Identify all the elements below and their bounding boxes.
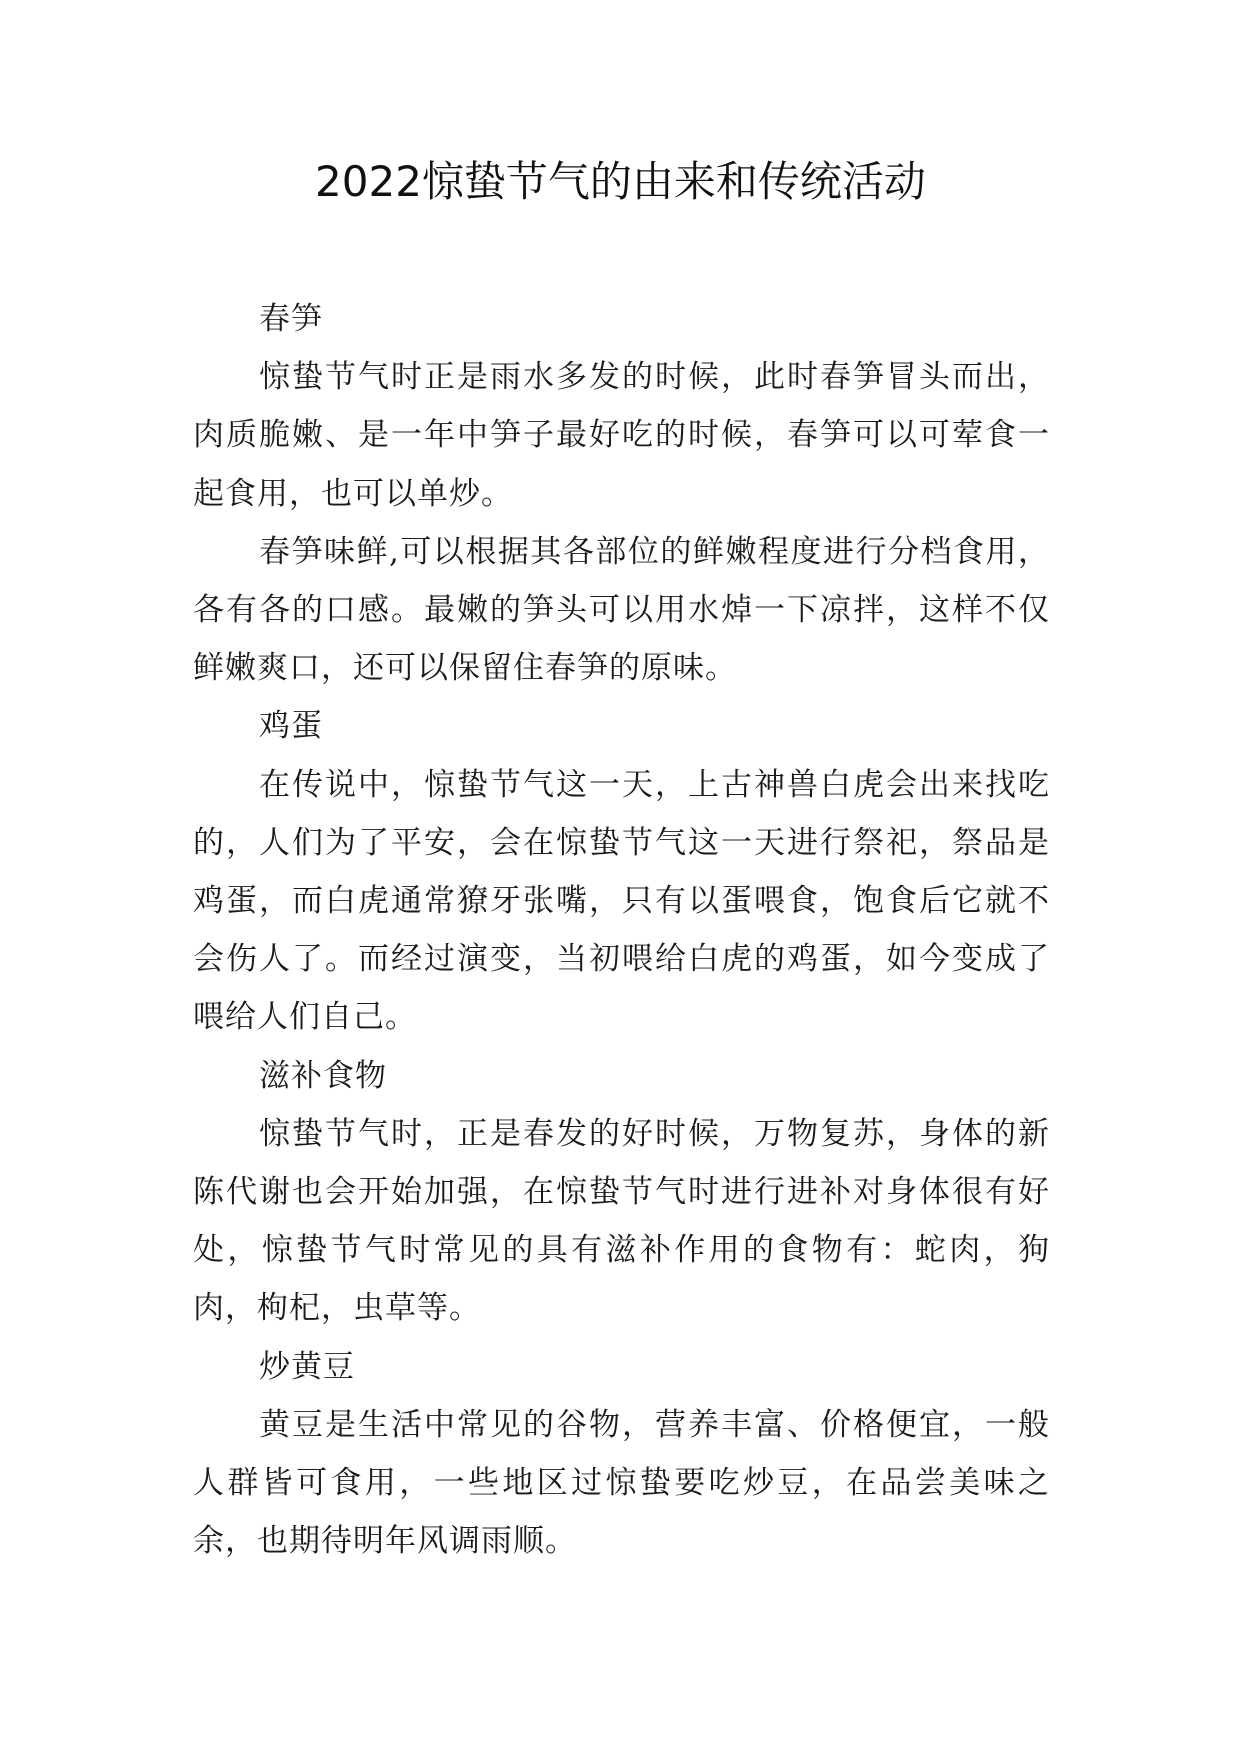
body-paragraph: 黄豆是生活中常见的谷物，营养丰富、价格便宜，一般人群皆可食用，一些地区过惊蛰要吃炒豆，在品尝美味之余，也期待明年风调雨顺。 [193, 1406, 1050, 1560]
section-heading-eggs: 鸡蛋 [259, 708, 323, 745]
document-title: 2022惊蛰节气的由来和传统活动 [315, 157, 926, 206]
document-body [193, 290, 1050, 1570]
section-heading-fried-soybeans: 炒黄豆 [259, 1348, 355, 1385]
body-paragraph: 春笋味鲜,可以根据其各部位的鲜嫩程度进行分档食用，各有各的口感。最嫩的笋头可以用水焯一下凉拌，这样不仅鲜嫩爽口，还可以保留住春笋的原味。 [193, 533, 1050, 687]
section-heading-spring-bamboo-shoots: 春笋 [259, 301, 323, 337]
body-paragraph: 在传说中，惊蛰节气这一天，上古神兽白虎会出来找吃的，人们为了平安，会在惊蛰节气这一天进行祭祀，祭品是鸡蛋，而白虎通常獠牙张嘴，只有以蛋喂食，饱食后它就不会伤人了。而经过演变，当初喂给白虎的鸡蛋，如今变成了喂给人们自己。 [193, 766, 1050, 1036]
body-paragraph: 惊蛰节气时正是雨水多发的时候，此时春笋冒头而出，肉质脆嫩、是一年中笋子最好吃的时候，春笋可以可荤食一起食用，也可以单炒。 [193, 359, 1050, 512]
body-paragraph: 惊蛰节气时，正是春发的好时候，万物复苏，身体的新陈代谢也会开始加强，在惊蛰节气时进行进补对身体很有好处，惊蛰节气时常见的具有滋补作用的食物有：蛇肉，狗肉，枸杞，虫草等。 [193, 1115, 1050, 1327]
section-heading-tonic-foods: 滋补食物 [259, 1057, 387, 1094]
